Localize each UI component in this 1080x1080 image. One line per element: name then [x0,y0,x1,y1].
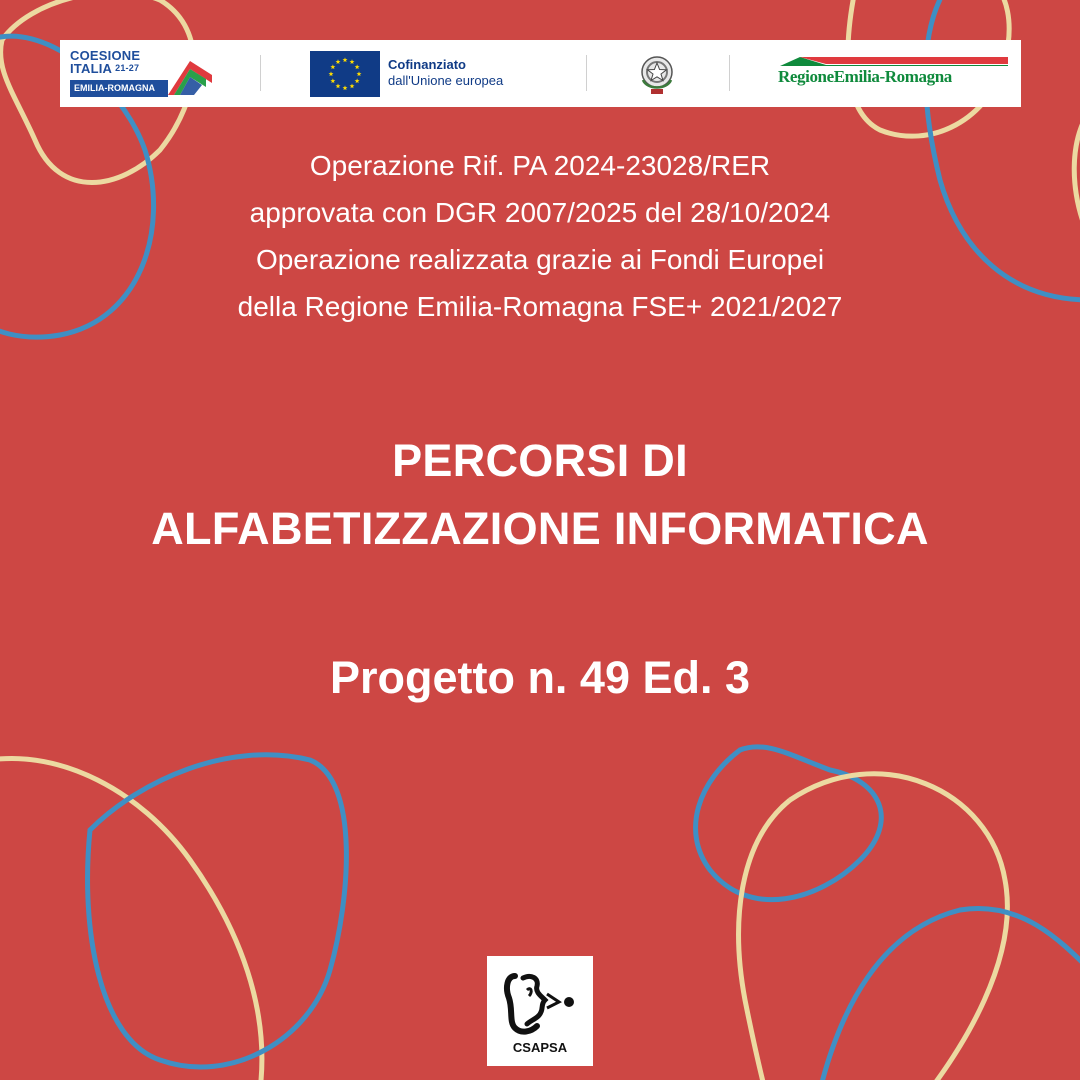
regione-emilia-romagna-logo [778,55,1013,95]
info-line: approvata con DGR 2007/2025 del 28/10/2024 [249,197,831,228]
course-title [20,427,1060,563]
logo-divider [260,55,261,91]
coesione-band: EMILIA-ROMAGNA [70,80,168,97]
logo-divider [586,55,587,91]
eu-cofinanziato-logo [310,51,550,97]
info-line: Operazione Rif. PA 2024-23028/RER [309,150,771,181]
info-line: della Regione Emilia-Romagna FSE+ 2021/2027 [237,291,843,322]
regione-name: RegioneEmilia-Romagna [778,67,952,86]
csapsa-logo [487,956,593,1066]
project-number: Progetto n. 49 Ed. 3 [329,652,751,703]
regione-flag-icon [778,55,1013,67]
csapsa-label: CSAPSA [512,1040,568,1055]
tricolor-chevrons-icon [164,55,218,99]
coesione-line1: COESIONE [70,48,141,63]
logo-divider [729,55,730,91]
coesione-years: 21-27 [115,63,140,73]
italian-republic-emblem-icon [639,52,675,96]
operation-info [40,142,1040,330]
csapsa-face-icon [501,966,579,1038]
logo-bar [60,40,1021,107]
coesione-italia-logo [70,47,215,101]
eu-line2: dall'Unione europea [388,73,504,88]
eu-flag-icon [310,51,380,97]
eu-line1: Cofinanziato [388,57,466,72]
title-line: PERCORSI DI [392,435,688,486]
coesione-line2: ITALIA $^{21-27}$ [70,61,140,76]
info-line: Operazione realizzata grazie ai Fondi Europei [255,244,825,275]
title-line: ALFABETIZZAZIONE INFORMATICA [151,503,929,554]
